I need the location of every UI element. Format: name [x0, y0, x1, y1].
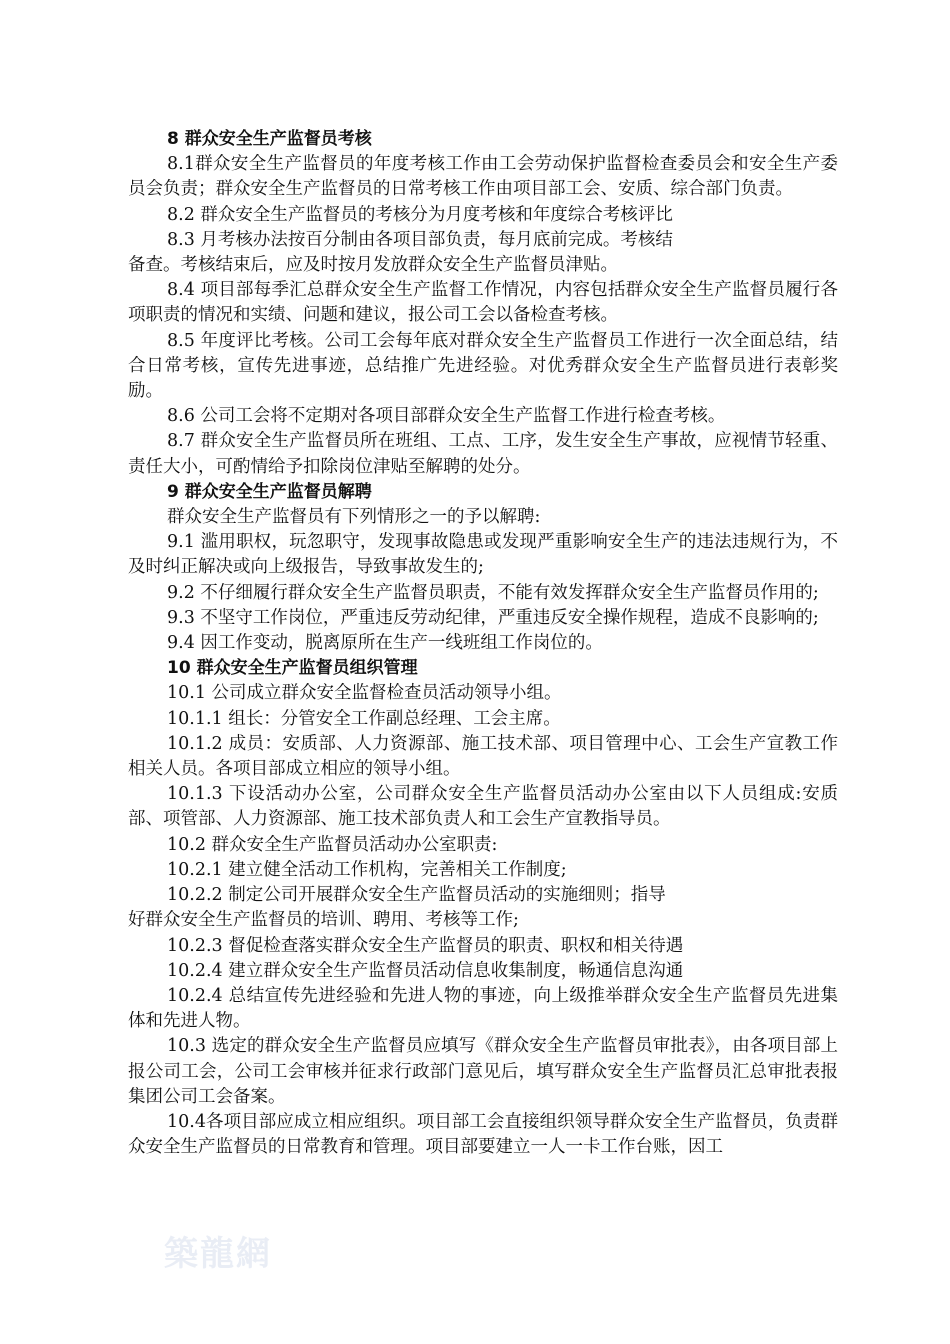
paragraph-8-1: 8.1群众安全生产监督员的年度考核工作由工会劳动保护监督检查委员会和安全生产委员会负责；群众安全生产监督员的日常考核工作由项目部工会、安质、综合部门负责。	[128, 154, 838, 200]
paragraph-10-1-3: 10.1.3 下设活动办公室，公司群众安全生产监督员活动办公室由以下人员组成:安质部、项管部、人力资源部、施工技术部负责人和工会生产宣教指导员。	[128, 784, 838, 830]
paragraph-9-2: 9.2 不仔细履行群众安全生产监督员职责，不能有效发挥群众安全生产监督员作用的;	[167, 582, 819, 603]
document-body	[128, 127, 838, 1160]
paragraph-10-2-4-b: 10.2.4 总结宣传先进经验和先进人物的事迹，向上级推举群众安全生产监督员先进集体和先进人物。	[128, 985, 838, 1032]
paragraph-10-2-3: 10.2.3 督促检查落实群众安全生产监督员的职责、职权和相关待遇	[167, 935, 684, 956]
paragraph-10-2-2-continuation: 好群众安全生产监督员的培训、聘用、考核等工作;	[128, 910, 519, 931]
paragraph-10-2-2: 10.2.2 制定公司开展群众安全生产监督员活动的实施细则；指导	[167, 885, 666, 906]
paragraph-9-intro: 群众安全生产监督员有下列情形之一的予以解聘:	[167, 507, 541, 528]
paragraph-8-6: 8.6 公司工会将不定期对各项目部群众安全生产监督工作进行检查考核。	[167, 406, 726, 427]
section-heading-8: 8 群众安全生产监督员考核	[167, 129, 372, 149]
paragraph-9-4: 9.4 因工作变动，脱离原所在生产一线班组工作岗位的。	[167, 633, 603, 654]
paragraph-8-4: 8.4 项目部每季汇总群众安全生产监督工作情况，内容包括群众安全生产监督员履行各项职责的情况和实绩、问题和建议，报公司工会以备检查考核。	[128, 280, 838, 326]
paragraph-9-3: 9.3 不坚守工作岗位，严重违反劳动纪律，严重违反安全操作规程，造成不良影响的;	[167, 607, 819, 628]
paragraph-8-2: 8.2 群众安全生产监督员的考核分为月度考核和年度综合考核评比	[167, 204, 673, 225]
paragraph-9-1: 9.1 滥用职权，玩忽职守，发现事故隐患或发现严重影响安全生产的违法违规行为，不及时纠正解决或向上级报告，导致事故发生的;	[128, 532, 838, 578]
paragraph-10-2-4-a: 10.2.4 建立群众安全生产监督员活动信息收集制度，畅通信息沟通	[167, 960, 684, 981]
paragraph-8-7: 8.7 群众安全生产监督员所在班组、工点、工序，发生安全生产事故，应视情节轻重、责任大小，可酌情给予扣除岗位津贴至解聘的处分。	[128, 431, 838, 477]
paragraph-8-3-continuation: 备查。考核结束后，应及时按月发放群众安全生产监督员津贴。	[128, 255, 618, 276]
paragraph-10-4: 10.4各项目部应成立相应组织。项目部工会直接组织领导群众安全生产监督员，负责群众安全生产监督员的日常教育和管理。项目部要建立一人一卡工作台账，因工	[128, 1111, 838, 1158]
paragraph-8-3: 8.3 月考核办法按百分制由各项目部负责，每月底前完成。考核结	[167, 229, 673, 250]
paragraph-10-2-1: 10.2.1 建立健全活动工作机构，完善相关工作制度;	[167, 859, 567, 880]
watermark-logo: 築龍網	[164, 1234, 272, 1274]
paragraph-10-1-1: 10.1.1 组长：分管安全工作副总经理、工会主席。	[167, 708, 561, 729]
paragraph-10-2: 10.2 群众安全生产监督员活动办公室职责:	[167, 834, 498, 855]
section-heading-10: 10 群众安全生产监督员组织管理	[167, 658, 418, 679]
paragraph-8-5: 8.5 年度评比考核。公司工会每年底对群众安全生产监督员工作进行一次全面总结，结合日常考核，宣传先进事迹，总结推广先进经验。对优秀群众安全生产监督员进行表彰奖励。	[128, 330, 838, 402]
paragraph-10-3: 10.3 选定的群众安全生产监督员应填写《群众安全生产监督员审批表》，由各项目部上报公司工会，公司工会审核并征求行政部门意见后，填写群众安全生产监督员汇总审批表报集团公司工会备案。	[128, 1036, 838, 1107]
section-heading-9: 9 群众安全生产监督员解聘	[167, 481, 372, 502]
paragraph-10-1: 10.1 公司成立群众安全监督检查员活动领导小组。	[167, 683, 562, 704]
paragraph-10-1-2: 10.1.2 成员：安质部、人力资源部、施工技术部、项目管理中心、工会生产宣教工作相关人员。各项目部成立相应的领导小组。	[128, 733, 838, 780]
